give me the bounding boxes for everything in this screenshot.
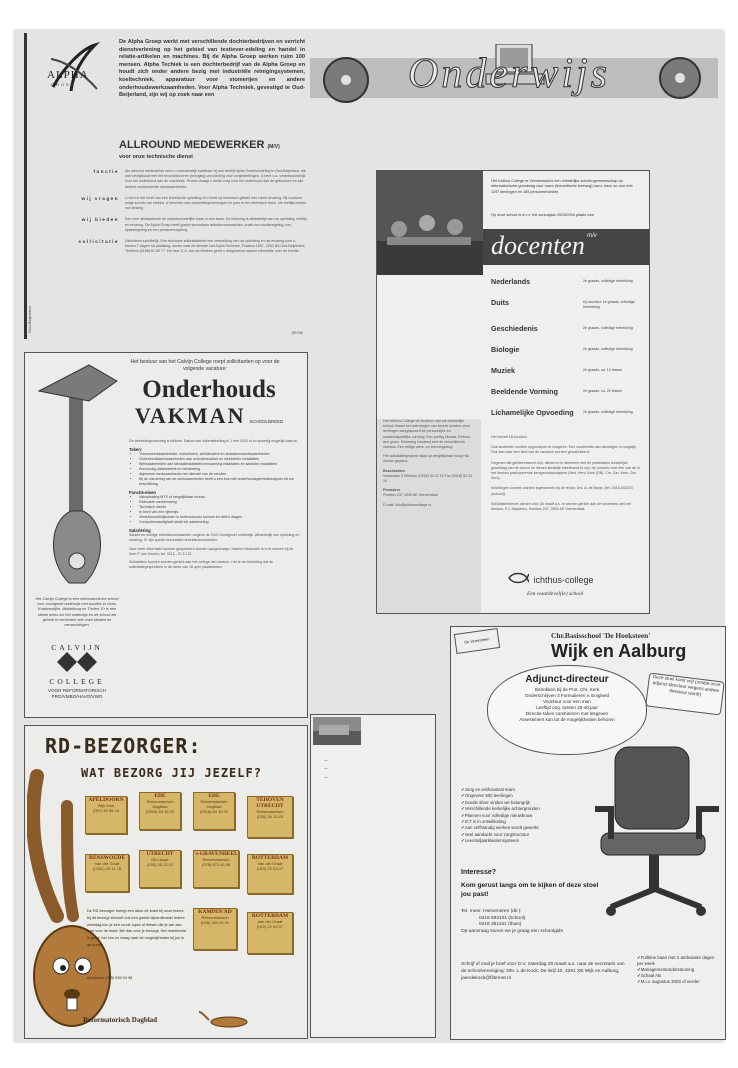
calvijn-tasks xyxy=(129,452,301,487)
ichthus-text-2: Ook studenten worden opgeroepen te reageren. Een voorbeelds van uitnodigen is mogelijk. Ook kan naar een deel van de vacature worden gesolliciteerd. xyxy=(491,445,637,455)
kersten-items xyxy=(315,757,431,782)
list-item: ✓ Fulltime baan met 2 ambulante dagen per week xyxy=(637,955,721,967)
subject-row xyxy=(491,298,645,324)
calvijn-name-1: CALVIJN xyxy=(51,643,103,652)
ichthus-logo xyxy=(507,571,637,589)
list-item: • Algemene werkzaamheden ten dienste van de scholen xyxy=(139,472,301,477)
ichthus-title-bar xyxy=(483,229,649,265)
hoeksteen-role-items xyxy=(488,687,646,723)
office-chair-icon xyxy=(591,739,723,919)
alpha-ref: (RK28) xyxy=(291,331,303,335)
list-item: • Technisch inzicht xyxy=(139,505,301,510)
ichthus-logo-text: ichthus-college xyxy=(533,575,594,585)
ichthus-title: docenten xyxy=(491,231,585,260)
list-item: ✓ Aan zelfstandig werken wordt gewerkt xyxy=(461,825,601,831)
rd-note-detail: Van der Graaf xyxy=(257,919,283,924)
list-item: • Onderhoudswerkzaamheden aan schoolmeubilair en elektrische installaties xyxy=(139,457,301,462)
calvijn-apply: Sollicitaties kunnen worden gericht aan het college van bestuur. Het is de bedoeling dat de sollicitatiegesprekken in de week van 16 april plaatsvinden. xyxy=(129,560,274,570)
list-item: • Verantwoordelijkheden in buitenschools kunnen en willen dragen xyxy=(139,515,301,520)
hoeksteen-letter: Schrijf of mail je brief voor D.V. zaterdag 29 maart a.s. naar de secretaris van de schoolvereniging: Dhr. L.de Kock, De Wijl 10, 4261 XB Wijk en Aalburg, jaendekock@filternet.nl xyxy=(461,962,625,981)
rd-note xyxy=(247,912,293,954)
rd-note-detail: Reformatorisch Dagblad xyxy=(146,799,174,809)
calvijn-body xyxy=(129,439,301,570)
kersten-photo xyxy=(313,717,361,745)
rd-title-2: WAT BEZORG JIJ JEZELF? xyxy=(81,766,262,780)
alpha-section-text: U bent in het bezit van een technische opleiding of u heeft op technisch gebied een ruime ervaring. Bij voorkeur enige kennis van elektra. U beschikt over doorzettingsvermogen en past in een technisch team. Uw leeftijd minder van belang. xyxy=(125,195,307,211)
list-item: Voorkeur voor een man xyxy=(543,699,591,704)
list-item: ✓ Verschillende kerkelijke achtergronden xyxy=(461,806,601,812)
newspaper-page xyxy=(14,30,724,1042)
rd-ad xyxy=(24,725,308,1039)
rd-note-phone: (010) 22 03 07 xyxy=(256,924,284,929)
ichthus-address-label: Bezoekadres xyxy=(383,468,406,473)
ichthus-email: E-mail: info@ichthuscollege.nl xyxy=(383,502,432,507)
subject-detail: 2e graads, volledige betrekking xyxy=(583,279,633,283)
rd-note xyxy=(247,854,293,894)
rd-note-detail: De Lange xyxy=(151,857,169,862)
hoeksteen-contact-phone-1: 0416 692101 (school) xyxy=(479,915,526,921)
hoeksteen-role: Adjunct-directeur xyxy=(525,674,609,685)
subject-name: Nederlands xyxy=(491,277,531,286)
calvijn-intro: Het bestuur van het Calvijn College roept sollicitanten op voor de volgende vacature: xyxy=(130,359,280,372)
list-item: Directie-taken combineren met lesgeven xyxy=(525,711,609,716)
calvijn-side-text: Het Calvijn College is een reformatorische school voor voortgezet onderwijs met locaties in Goes, Krabbendijke, Middelburg en Tholen. Er is een sterke wens om het onderwijs en de school als geheel te verbinden met onze idealen en verwachtingen. xyxy=(35,597,119,628)
rd-note-detail: Van der Graaf xyxy=(257,861,283,866)
subject-row xyxy=(491,366,645,387)
hammer-wrench-icon xyxy=(29,361,123,593)
rd-note-phone: (0318) 64 16 22 xyxy=(199,809,229,814)
ichthus-ad xyxy=(376,170,650,614)
ichthus-postal: Postbus 237 3900 AE Veenendaal xyxy=(383,493,438,498)
alpha-section-label: wij vragen xyxy=(81,195,119,201)
alpha-section xyxy=(61,217,307,233)
list-item: ✓ Ongeveer 500 leerlingen xyxy=(461,793,601,799)
subject-detail: 2e graads, volledige betrekking xyxy=(583,410,633,414)
calvijn-name-2: COLLEGE xyxy=(49,677,105,686)
ichthus-address: Vosbelaan 4 Telefoon (0318) 54 32 10 Fax (0318) 54 33 10 xyxy=(383,473,473,484)
calvijn-profile xyxy=(129,495,301,525)
alpha-sections xyxy=(61,169,307,259)
subject-detail: 2e graads, volledige betrekking xyxy=(583,347,633,351)
hoeksteen-interest: Kom gerust langs om te kijken of deze stoel jou past! xyxy=(461,882,599,898)
hoeksteen-contact-note: Op aanvraag sturen we je graag een schoolgids xyxy=(461,928,563,934)
subject-name: Duits xyxy=(491,298,509,307)
rd-note-place: EDE xyxy=(208,793,220,799)
list-item: ✓ Goede sfeer vinden we belangrijk xyxy=(461,800,601,806)
subject-name: Biologie xyxy=(491,345,520,354)
rd-note xyxy=(193,792,235,830)
hoeksteen-contact xyxy=(461,909,601,935)
ichthus-right-column xyxy=(491,435,641,512)
ichthus-fish-icon xyxy=(507,571,529,589)
alpha-job-title-text: ALLROUND MEDEWERKER xyxy=(119,139,265,151)
calvijn-title-1: Onderhouds xyxy=(142,376,276,403)
subject-detail: bij voorkeur 1e graads, volledige betrekking xyxy=(583,300,635,309)
calvijn-salary: Salaris en overige arbeidsvoorwaarden volgens de CAO-Voortgezet onderwijs. Afhankelijk van opleiding en ervaring. Er zijn goede secundaire arbeidsvoorwaarden. xyxy=(129,533,300,543)
rd-note xyxy=(139,792,181,830)
subject-name: Beeldende Vorming xyxy=(491,387,558,396)
rd-note-detail: Reformatorisch xyxy=(201,915,229,920)
rd-note-phone: (030) 28 13 43 xyxy=(146,862,174,867)
calvijn-title-2: VAKMAN xyxy=(134,403,246,428)
ichthus-intro-2: Op onze school is m.i.v. het cursusjaar 2003/2004 plaats voor xyxy=(491,213,595,217)
calvijn-ad xyxy=(24,352,308,718)
list-item: ✓ Schaal AB xyxy=(637,973,721,979)
subject-detail: 2e graads, ca. 10 lessen xyxy=(583,368,623,372)
rd-note-detail: Wijk Zuid xyxy=(97,803,115,808)
alpha-logo-sub: GROEP xyxy=(51,82,76,87)
subject-row xyxy=(491,387,645,408)
rd-note-detail: Van der Graaf xyxy=(94,861,120,866)
hoeksteen-stamp-text: De Hoeksteen xyxy=(464,636,490,645)
rd-note-place: KAMPEN AD xyxy=(198,909,232,915)
rd-note-phone: (038) 333 20 91 xyxy=(200,920,230,925)
classroom-photo-icon xyxy=(377,171,483,275)
alpha-section xyxy=(61,196,307,212)
rd-note-detail: Reformatorisch xyxy=(202,857,230,862)
ichthus-slogan: Een waardevol(le) school xyxy=(527,591,584,597)
alpha-job-title xyxy=(119,139,309,151)
alpha-section-text: Een zeer afwisselende en verantwoordelijke baan in een team. De beloning is afhankelijk van uw opleiding, leeftijd en ervaring. De Alpha Groep heeft goede secundaire arbeidsvoorwaarden, zoals een studieregeling, een spaarregeling en een pensioenregeling. xyxy=(125,217,307,232)
calvijn-diamond-icon xyxy=(57,652,97,672)
list-item xyxy=(329,765,431,773)
subject-row xyxy=(491,277,645,298)
list-item xyxy=(329,757,431,765)
list-item: • Werkzaamheden aan klimaatinstallaties/verwarming installaties en sanitaire installaties xyxy=(139,462,301,467)
alpha-section-text: Als allround medewerker bent u voornamelijk inzetbaar bij ons bedrijf Alpha Textielverdeling in Oud-Beijerland, die zich bezighoudt met het reconditioneren (reiniging) van kleding voor zorginstellingen. U bent o.a. verantwoordelijk voor het onderhoud aan de machines. Tevens draagt u mede zorg voor het onderhoud aan de gebouwen en alle andere voorkomende werkzaamheden. xyxy=(125,169,306,189)
calvijn-footer: VOOR REFORMATORISCH PRO/VMBO/HAVO/VWO xyxy=(47,688,107,699)
hoeksteen-checks xyxy=(461,787,601,845)
ichthus-photo xyxy=(377,171,483,275)
rd-note-place: APELDOORN xyxy=(88,797,124,803)
alpha-strip: Oud-Beijerland xyxy=(27,306,32,333)
hoeksteen-place: Wijk en Aalburg xyxy=(551,641,687,661)
subject-detail: 2e graads, ca. 20 lessen xyxy=(583,389,623,393)
list-item: ✓ Veel aandacht voor zorgstructuur xyxy=(461,832,601,838)
rd-note-place: ROTTERDAM xyxy=(251,913,289,919)
onderwijs-title: Onderwijs xyxy=(408,51,611,97)
subject-name: Lichamelijke Opvoeding xyxy=(491,408,574,417)
alpha-job-sub: voor onze technische dienst xyxy=(119,154,193,160)
rd-note-detail: Reformatorisch xyxy=(256,809,284,814)
ichthus-intro: Het Ichthus College te Veenendaal is een christelijke scholengemeenschap op reformatorische grondslag voor mavo (theoretische leerweg) havo, havo en vwo met 1197 leerlingen en 165 personeelsleden. xyxy=(491,179,633,194)
list-item: • Relevante werkervaring xyxy=(139,500,301,505)
alpha-section xyxy=(61,169,307,190)
ichthus-text-3: Degenen die geïnteresseerd zijn, dienen in te stemmen met de protestants christelijke grondslag van de school en dienen kerkelijk meelevend te zijn, bij voorkeur met één van de in het bestuur participerende kerkgenootschappen (Ned. Herv. Kerk (GB), Chr. Ger. Kerk, Ger. Kerk). xyxy=(491,460,640,481)
rd-note-phone: (057) 40 55 16 xyxy=(92,808,120,813)
onderwijs-banner xyxy=(310,44,718,106)
rd-note-detail: Reformatorisch Dagblad xyxy=(200,799,228,809)
list-item: • Bij de uitvoering van de werkzaamheden heeft u een bus met onderhoudsgereedschappen tot uw beschikking xyxy=(139,477,301,487)
subject-row xyxy=(491,324,645,345)
list-item: Betrokken bij de Prot. Chr. Kerk xyxy=(534,687,600,692)
rd-note-place: TEHOVEN UTRECHT xyxy=(256,797,284,809)
list-item: ✓ ICT is in ontwikkeling xyxy=(461,819,601,825)
ichthus-text-1: Het betreft LB-functies. xyxy=(491,435,528,439)
rd-note-place: 's-GRAVENDEEL xyxy=(194,851,238,857)
ichthus-text-4: Inlichtingen kunnen worden ingewonnen bij de rector, Drs. A. de Bruijn, (tel. 0318-543210 (school)). xyxy=(491,486,633,496)
calvijn-profile-label: Functie-eisen xyxy=(129,490,156,496)
calvijn-tasks-label: Taken: xyxy=(129,447,143,453)
ichthus-left-info: Het Ichthus-College wil kinderen zijn als christelijke school. Naast het overdragen van kennis worden onze leerlingen aangespoord tot persoonlijke en maatschappelijke vorming. Een prettig klimaat. Reform-ace groen. Rekening houdend met de verschillende niveaus. Een veilige werk- en leeromgeving. xyxy=(383,419,472,450)
calvijn-tool-illustration xyxy=(29,361,123,593)
rd-note-phone: (0342) 43 11 76 xyxy=(93,866,121,871)
list-item: • Timmerwerkzaamheden, metselwerk, schilderwerk en stukadoorswerkzaamheden xyxy=(139,452,301,457)
list-item: ✓ Leerstofjaarklassensysteem xyxy=(461,838,601,844)
alpha-section-text: Uitsluitend schriftelijk. Een beknopte sollicitatiebrief met vermelding van uw opleiding en uw ervaring kunt u, binnen 7 dagen na plaatsing, sturen naar de directie van Alpha Techniek, Postbus 1587, 3260 BA Oud-Beijerland. Telefoon (0186) 61 80 77. De heer C.A. van de Werken geeft u desgewenst nadere informatie over de functie. xyxy=(125,239,306,254)
subject-name: Geschiedenis xyxy=(491,324,538,333)
rd-note xyxy=(193,908,237,950)
alpha-section xyxy=(61,239,307,255)
rd-note xyxy=(85,854,129,892)
list-item: • Computervaardigheid strekt tot aanbeveling xyxy=(139,520,301,525)
rd-note-phone: (030) 26 13 43 xyxy=(256,814,284,819)
ichthus-text-5: Sollicitatiebrieven dienen vóór 28 maart a.s. te worden gericht aan de secretaris van het bestuur, P.J. Stapleton, Postbus 237, 3900 AE Veenendaal. xyxy=(491,501,631,512)
rd-body: De RD-bezorger brengt een abon de krant bij onze lezers, bij dit bezorgt zichzelf ook een goede bijverdienste! Iedere werkdag kun je een ronde lopen of fietsen die je wel aan kunt voor de krant. Bel dan voor je bezorgt. Het reactieveld is groot, bel ons en vraag naar de mogelijkheden bij jou in de buurt. xyxy=(87,909,186,947)
list-item: • Eenvoudig datanetwerk en bekabeling xyxy=(139,467,301,472)
list-item: ✓ Plannen voor volledige nieuwbouw xyxy=(461,813,601,819)
list-item xyxy=(329,774,431,782)
rd-note-place: UTRECHT xyxy=(146,851,174,857)
list-item: Onderschrijven 3 Formulieren v. Enigheid xyxy=(524,693,610,698)
list-item: ✓ M.i.v. augustus 2003 of eerder xyxy=(637,979,721,985)
hoeksteen-chair xyxy=(591,739,723,919)
alpha-ad xyxy=(24,33,309,339)
rd-note xyxy=(247,796,293,838)
calvijn-salary-label: Salariëring xyxy=(129,528,151,534)
calvijn-info: Voor meer informatie kunnen gesprekken worden aangevraagd. Nadere informatie is in te winnen bij de heer P. van Keulen, tel. 0113 - 21 13 21. xyxy=(129,546,294,556)
rd-note-phone: (0318) 64 16 22 xyxy=(145,809,175,814)
rd-note-phone: (078) 673 92 55 xyxy=(201,862,231,867)
kersten-ad xyxy=(310,714,436,1038)
alpha-section-label: functie xyxy=(93,169,119,174)
calvijn-title xyxy=(111,377,307,429)
rd-logo-icon xyxy=(199,1010,257,1028)
ichthus-title-suffix: m/v xyxy=(587,233,597,239)
list-item: • In bezit van een rijbewijs xyxy=(139,510,301,515)
alpha-job-suffix: (M/V) xyxy=(267,144,280,150)
hoeksteen-ad xyxy=(450,626,726,1040)
rd-footer: Reformatorisch Dagblad xyxy=(83,1016,158,1024)
rd-note-place: RENSWOUDE xyxy=(88,855,126,861)
ichthus-left-column xyxy=(377,419,481,613)
list-item: ✓ Jong en enthousiast team xyxy=(461,787,601,793)
subject-detail: 2e graads, volledige betrekking xyxy=(583,326,633,330)
rd-note xyxy=(193,850,239,888)
rd-note-phone: (010) 22 03 07 xyxy=(256,866,284,871)
hoeksteen-bubble: Deze stoel komt vrij! (omdat onze adjunct-directeur wegens andere directeur wordt) xyxy=(645,672,725,715)
alpha-logo xyxy=(43,39,103,99)
hoeksteen-contact-phone-2: 0416 391151 (thuis) xyxy=(479,922,522,928)
ichthus-postal-label: Postadres xyxy=(383,488,401,493)
hoeksteen-school: Chr.Basisschool 'De Hoeksteen' xyxy=(551,631,651,640)
calvijn-title-sub: SCHOOLBREED xyxy=(249,419,284,424)
kersten-body xyxy=(315,753,431,788)
hoeksteen-offers xyxy=(637,955,721,985)
subject-row xyxy=(491,408,645,429)
alpha-section-label: wij bieden xyxy=(81,217,119,223)
rd-note-place: ROTTERDAM xyxy=(251,855,289,861)
calvijn-lead: De betrekkingsomvang is fulltime. Datum van indiensttreding is 1 mei 2003 of zo spoedig mogelijk daarna. xyxy=(129,439,298,443)
list-item: Assessment kan tot de mogelijkheden behoren xyxy=(519,717,615,722)
ichthus-subjects xyxy=(491,277,645,429)
rabbit-small-icon xyxy=(199,1010,257,1028)
hoeksteen-stamp xyxy=(454,628,500,654)
list-item: • Vakopleiding MTS of vergelijkbaar niveau xyxy=(139,495,301,500)
list-item: ✓ Managementondersteuning xyxy=(637,967,721,973)
rd-phone: Apeldoorn (055) 539 04 98 xyxy=(87,976,133,980)
ichthus-left-info-2: Het sollicitatiegesprek staat op vergelijkbaar hoog HIA niveau gepland. xyxy=(383,454,469,464)
rd-title-1: RD-BEZORGER: xyxy=(45,734,202,758)
hoeksteen-interest-label: Interesse? xyxy=(461,869,497,876)
alpha-section-label: sollicitatie xyxy=(78,239,119,245)
school-building-icon xyxy=(313,717,361,745)
calvijn-logo xyxy=(33,643,121,700)
subject-name: Muziek xyxy=(491,366,515,375)
subject-row xyxy=(491,345,645,366)
alpha-intro: De Alpha Groep werkt met verschillende dochterbedrijven en verricht dienstverlening op het gebied van testiever-edeling en handel in relatie-artikelen en machines. Bij de Alpha Groep werken ruim 100 mensen. Alpha Techiek is een dochterbedrijf van de Alpha Groep en houdt zich onder andere bezig met industriële reinigingsystemen, koeltechniek, apparatuur voor stomerijen en andere onderhoudswerkzaamheden. Voor Alpha Techniek, gevestigd te Oud-Beijerland, zijn wij op zoek naar een xyxy=(119,39,305,99)
list-item: Leeftijd ong. tussen 25-40 jaar xyxy=(536,705,598,710)
rd-note xyxy=(139,850,181,888)
rd-note-place: EDE xyxy=(154,793,166,799)
rd-note xyxy=(85,796,127,834)
alpha-logo-text: ALPHA xyxy=(47,69,89,81)
hoeksteen-contact-label: Tel. meer. Hoeveneren (dir.): xyxy=(461,909,522,914)
